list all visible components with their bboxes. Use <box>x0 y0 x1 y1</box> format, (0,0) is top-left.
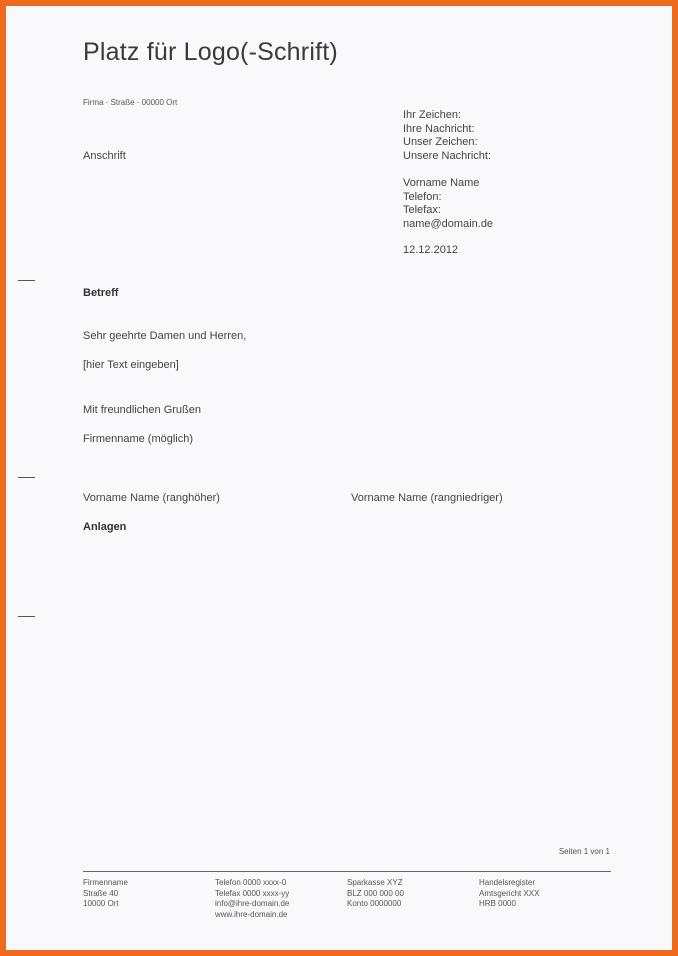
contact-line: Telefon: <box>403 190 442 203</box>
footer-register-column <box>479 878 539 910</box>
reference-line: Unsere Nachricht: <box>403 149 492 162</box>
signature-left: Vorname Name (ranghöher) <box>83 492 220 504</box>
subject-line: Betreff <box>83 287 119 299</box>
signature-right: Vorname Name (rangniedriger) <box>351 492 503 504</box>
footer-line: 10000 Ort <box>83 899 119 908</box>
reference-line: Ihr Zeichen: <box>403 109 462 121</box>
footer-line: info@ihre-domain.de <box>215 899 290 908</box>
attachments-label: Anlagen <box>83 521 127 533</box>
logo-text: Platz für Logo(-Schrift) <box>83 38 338 66</box>
reference-line: Unser Zeichen: <box>403 136 478 148</box>
address-label: Anschrift <box>83 150 126 162</box>
contact-line: name@domain.de <box>403 217 494 230</box>
footer-line: Telefon 0000 xxxx-0 <box>215 878 287 887</box>
reference-block <box>403 109 491 163</box>
footer-line: www.ihre-domain.de <box>215 909 288 919</box>
fold-mark <box>18 280 35 281</box>
footer-line: Straße 40 <box>83 888 119 898</box>
footer-line: Telefax 0000 xxxx-yy <box>215 888 290 898</box>
contact-line: Vorname Name <box>403 177 480 189</box>
footer-company-column <box>83 878 128 910</box>
footer-line: Firmenname <box>83 878 128 887</box>
reference-line: Ihre Nachricht: <box>403 122 475 135</box>
closing: Mit freundlichen Grußen <box>83 404 201 416</box>
footer-line: Konto 0000000 <box>347 899 402 908</box>
fold-mark <box>18 616 35 617</box>
company-name: Firmenname (möglich) <box>83 433 194 445</box>
footer-line: Amtsgericht XXX <box>479 888 540 898</box>
footer-line: BLZ 000 000 00 <box>347 888 404 898</box>
body-placeholder: [hier Text eingeben] <box>83 359 179 371</box>
contact-block <box>403 177 493 231</box>
footer-line: Handelsregister <box>479 878 536 887</box>
salutation: Sehr geehrte Damen und Herren, <box>83 330 247 342</box>
letter-date: 12.12.2012 <box>403 244 459 256</box>
footer-bank-column <box>347 878 404 910</box>
footer-line: HRB 0000 <box>479 899 516 908</box>
footer-contact-column <box>215 878 289 920</box>
hole-punch-mark <box>18 477 35 478</box>
letter-page <box>6 6 672 950</box>
page-number: Seiten 1 von 1 <box>558 847 610 856</box>
footer-line: Sparkasse XYZ <box>347 878 403 887</box>
contact-line: Telefax: <box>403 204 441 216</box>
footer-divider <box>83 871 611 872</box>
sender-line: Firma · Straße · 00000 Ort <box>83 98 178 107</box>
